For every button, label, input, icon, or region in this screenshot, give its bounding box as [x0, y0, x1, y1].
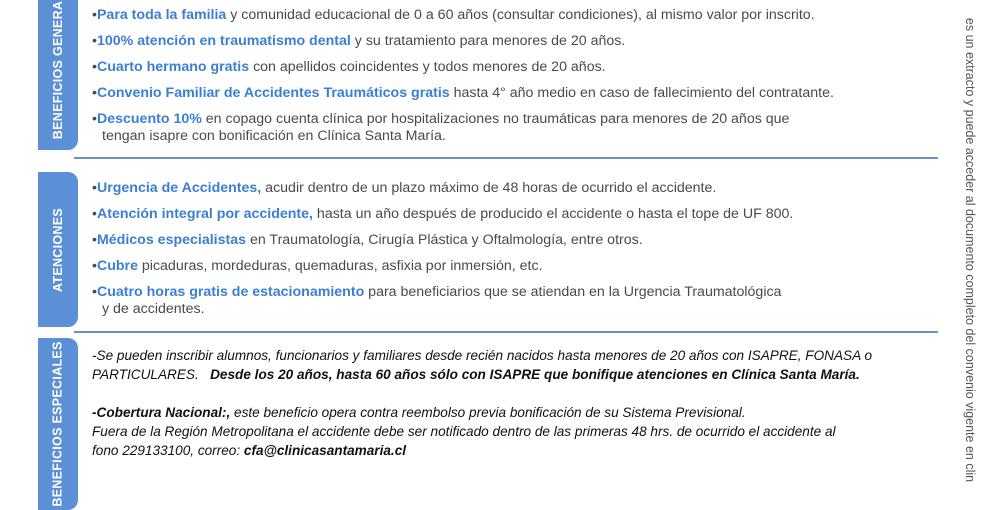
- paragraph: -Se pueden inscribir alumnos, funcionarios y familiares desde recién nacidos hasta menores de 20 años con ISAPRE, FONASA o: [92, 348, 873, 363]
- tab-beneficios-generales: [38, 0, 78, 150]
- list-item: •100% atención en traumatismo dental y su tratamiento para menores de 20 años.: [92, 33, 626, 49]
- beneficios-especiales-text: [92, 346, 952, 460]
- paragraph: PARTICULARES. Desde los 20 años, hasta 60 años sólo con ISAPRE que bonifique atenciones en Clínica Santa María.: [92, 367, 860, 382]
- list-item: •Cubre picaduras, mordeduras, quemaduras, asfixia por inmersión, etc.: [92, 258, 543, 274]
- section-divider: [74, 331, 938, 333]
- paragraph: fono 229133100, correo: cfa@clinicasantamaria.cl: [92, 443, 407, 458]
- tab-beneficios-especiales: [38, 338, 78, 510]
- tab-label: BENEFICIOS ESPECIALES: [51, 341, 66, 507]
- tab-label: ATENCIONES: [51, 207, 65, 292]
- section-divider: [74, 157, 938, 159]
- list-item: •Cuatro horas gratis de estacionamiento para beneficiarios que se atiendan en la Urgencia Traumatológica y de accidentes.: [92, 284, 782, 317]
- tab-label: BENEFICIOS GENERA: [51, 0, 66, 140]
- list-item: •Descuento 10% en copago cuenta clínica por hospitalizaciones no traumáticas para menores de 20 años que tengan isapre con bonificación en Clínica Santa María.: [92, 111, 790, 144]
- tab-atenciones: [38, 172, 78, 327]
- list-item: •Cuarto hermano gratis con apellidos coincidentes y todos menores de 20 años.: [92, 59, 606, 75]
- beneficios-generales-list: [92, 2, 952, 145]
- list-item: •Médicos especialistas en Traumatología, Cirugía Plástica y Oftalmología, entre otros.: [92, 232, 643, 248]
- atenciones-list: [92, 175, 952, 318]
- paragraph: Fuera de la Región Metropolitana el accidente debe ser notificado dentro de las primeras 48 hrs. de ocurrido el accidente al: [92, 424, 836, 439]
- list-item: •Atención integral por accidente, hasta un año después de producido el accidente o hasta el tope de UF 800.: [92, 206, 794, 222]
- list-item: •Convenio Familiar de Accidentes Traumáticos gratis hasta 4° año medio en caso de fallecimiento del contratante.: [92, 85, 834, 101]
- side-note: es un extracto y puede acceder al documento completo del convenio vigente en clin: [963, 17, 977, 483]
- paragraph: -Cobertura Nacional:, este beneficio opera contra reembolso previa bonificación de su Sistema Previsional.: [92, 405, 746, 420]
- list-item: •Para toda la familia y comunidad educacional de 0 a 60 años (consultar condiciones), al mismo valor por inscrito.: [92, 7, 815, 23]
- email-link: cfa@clinicasantamaria.cl: [243, 443, 407, 458]
- list-item: •Urgencia de Accidentes, acudir dentro de un plazo máximo de 48 horas de ocurrido el accidente.: [92, 180, 717, 196]
